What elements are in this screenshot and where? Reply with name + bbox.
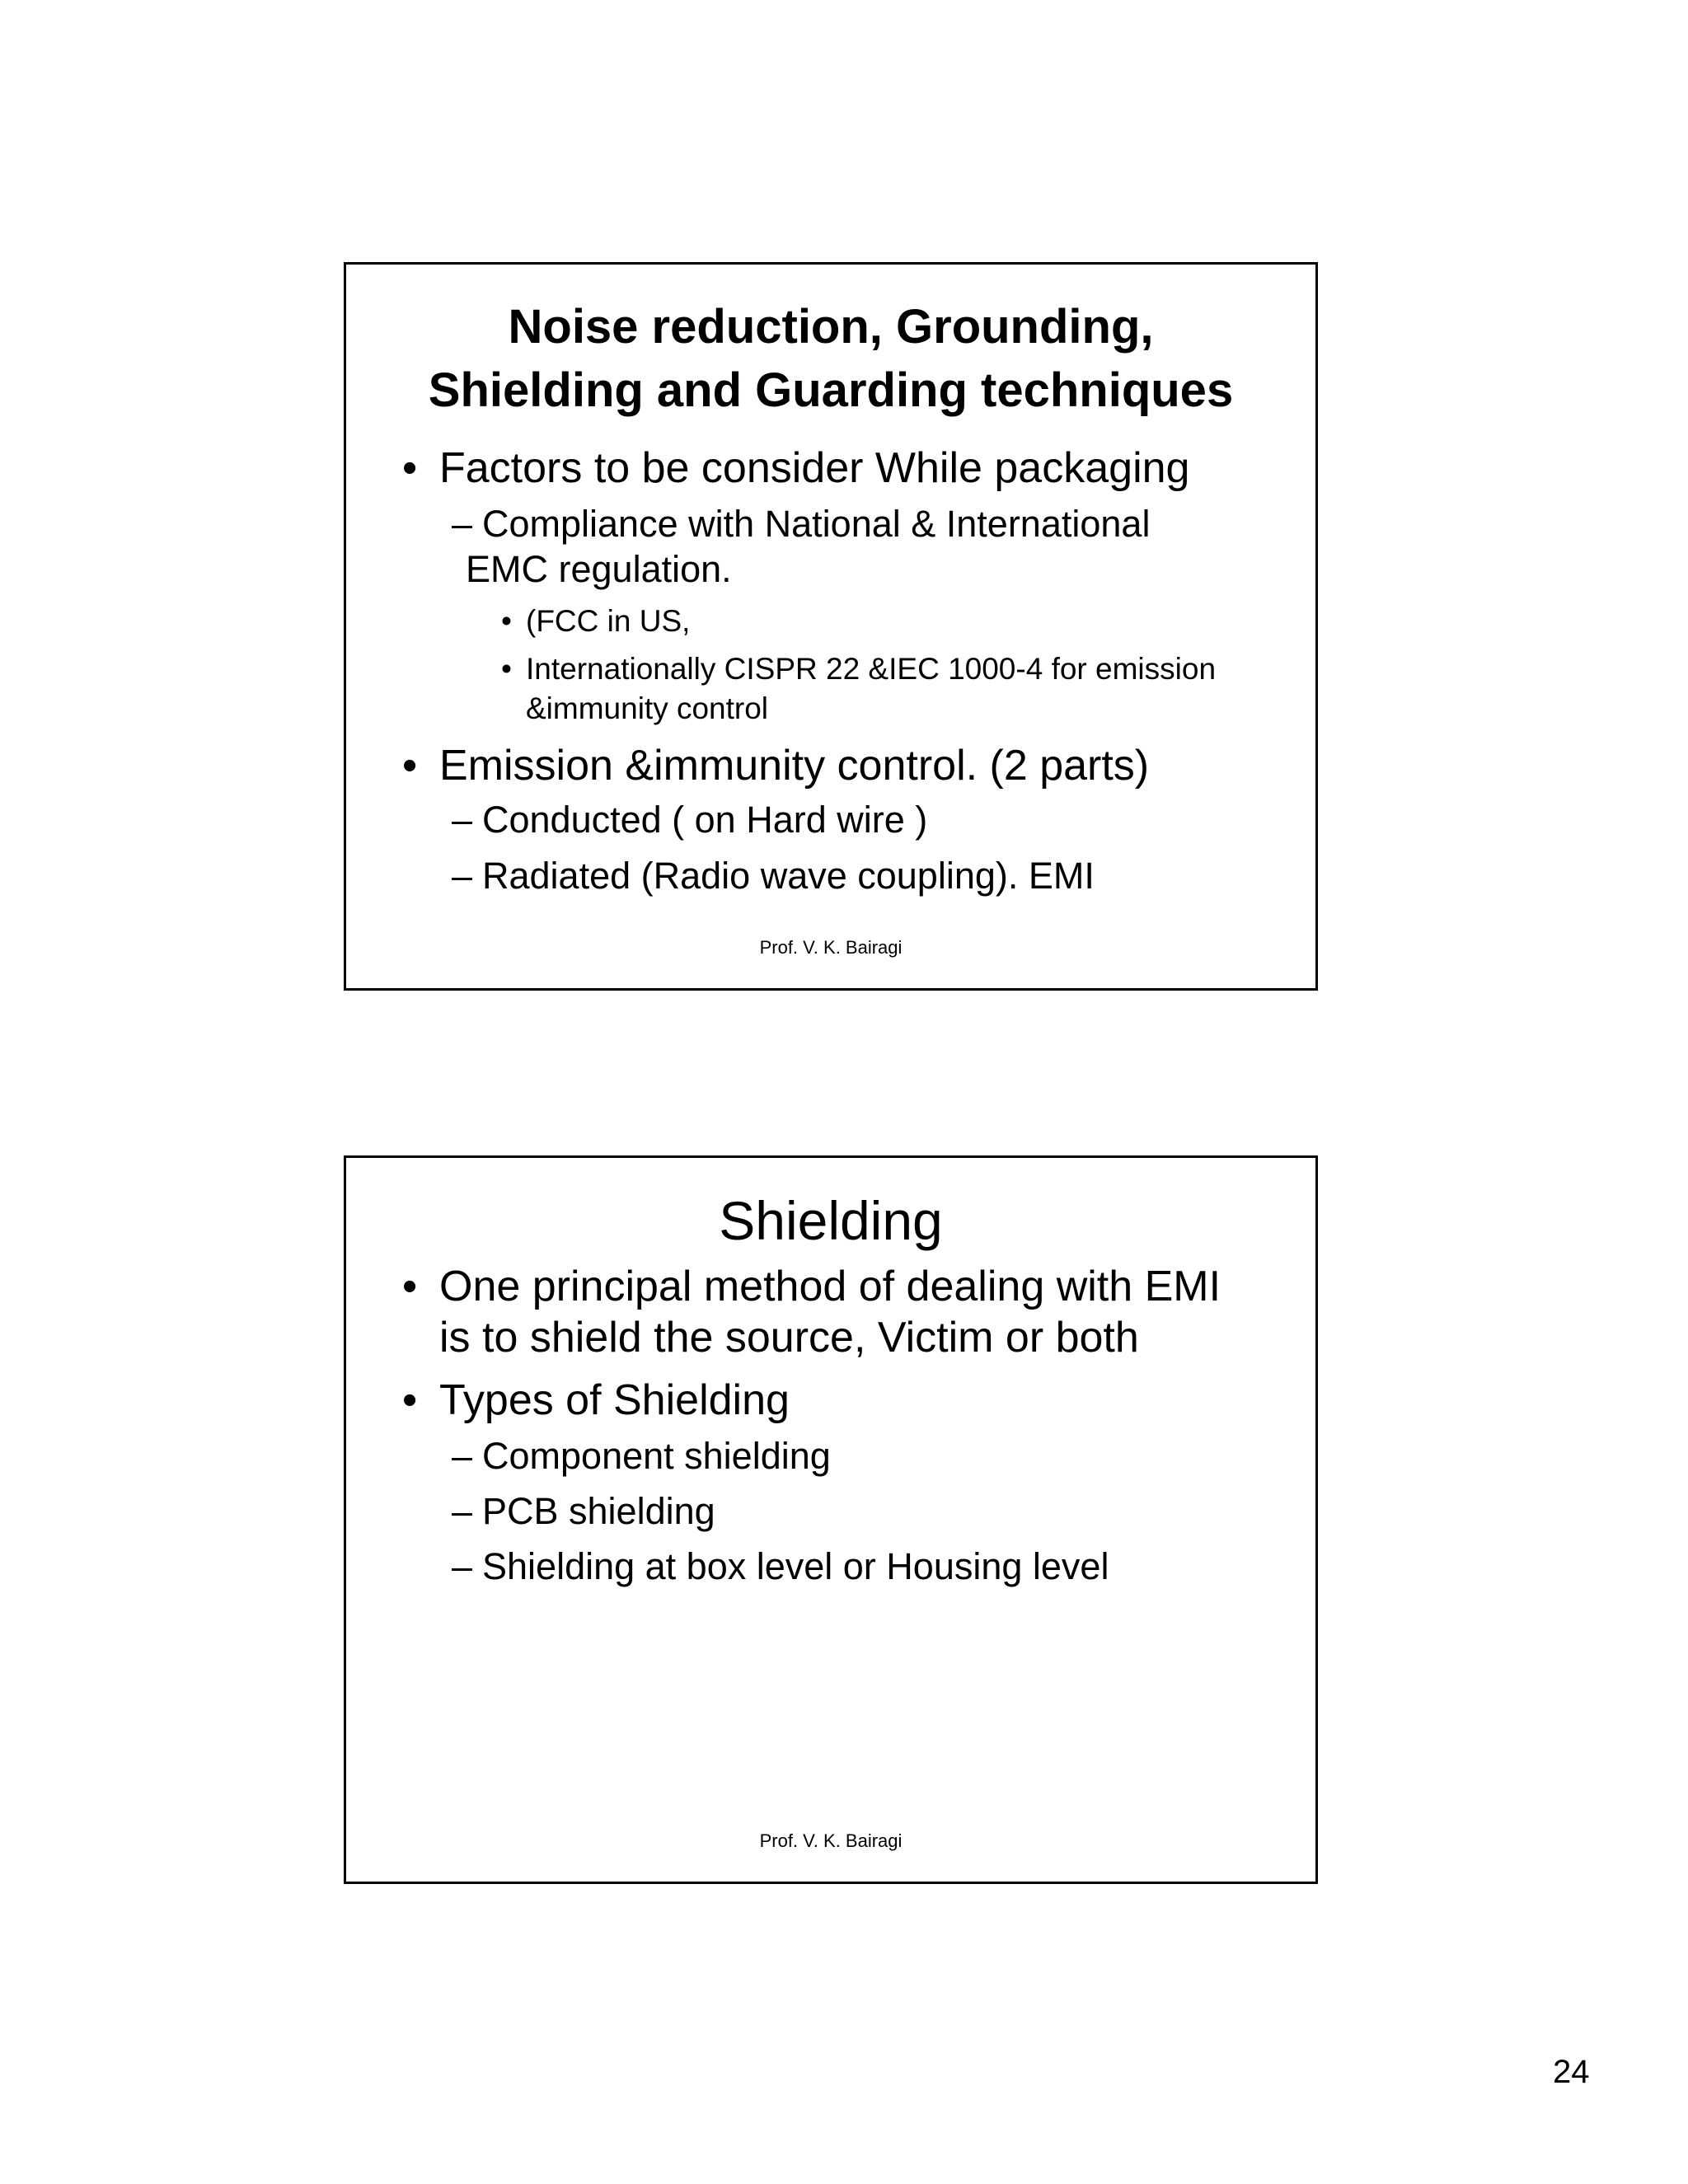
bullet-text: One principal method of dealing with EMI (439, 1263, 1221, 1310)
bullet-marker: • (501, 652, 512, 686)
sub-bullet-text: Shielding at box level or Housing level (482, 1545, 1109, 1587)
bullet-text: Emission &immunity control. (2 parts) (439, 742, 1150, 790)
dash-marker: – (452, 855, 473, 897)
sub-bullet-text-continued: EMC regulation. (466, 548, 732, 590)
slide-footer: Prof. V. K. Bairagi (759, 1830, 903, 1851)
sub-sub-bullet-text: Internationally CISPR 22 &IEC 1000-4 for emission (526, 652, 1217, 686)
slide-footer: Prof. V. K. Bairagi (759, 937, 903, 958)
bullet-marker: • (402, 444, 418, 492)
dash-marker: – (452, 1545, 473, 1587)
sub-bullet-text: PCB shielding (482, 1490, 715, 1532)
bullet-marker: • (402, 1263, 418, 1310)
slide-title: Shielding (719, 1190, 943, 1251)
bullet-marker: • (501, 604, 512, 638)
sub-bullet-text: Compliance with National & International (482, 503, 1151, 545)
slide-2 (344, 1155, 1318, 1884)
sub-bullet-text: Conducted ( on Hard wire ) (482, 799, 928, 841)
bullet-marker: • (402, 742, 418, 790)
bullet-text: Factors to be consider While packaging (439, 444, 1190, 492)
dash-marker: – (452, 1435, 473, 1477)
slide-title-line-1: Noise reduction, Grounding, (508, 300, 1154, 354)
sub-sub-bullet-text-continued: &immunity control (526, 691, 769, 725)
dash-marker: – (452, 799, 473, 841)
sub-bullet-text: Radiated (Radio wave coupling). EMI (482, 855, 1095, 897)
bullet-marker: • (402, 1376, 418, 1424)
dash-marker: – (452, 503, 473, 545)
sub-bullet-text: Component shielding (482, 1435, 831, 1477)
slide-1 (344, 262, 1318, 991)
page-number: 24 (1553, 2054, 1590, 2090)
sub-sub-bullet-text: (FCC in US, (526, 604, 691, 638)
bullet-text: Types of Shielding (439, 1376, 790, 1424)
slide-title-line-2: Shielding and Guarding techniques (428, 363, 1234, 417)
bullet-text-continued: is to shield the source, Victim or both (439, 1314, 1139, 1361)
dash-marker: – (452, 1490, 473, 1532)
